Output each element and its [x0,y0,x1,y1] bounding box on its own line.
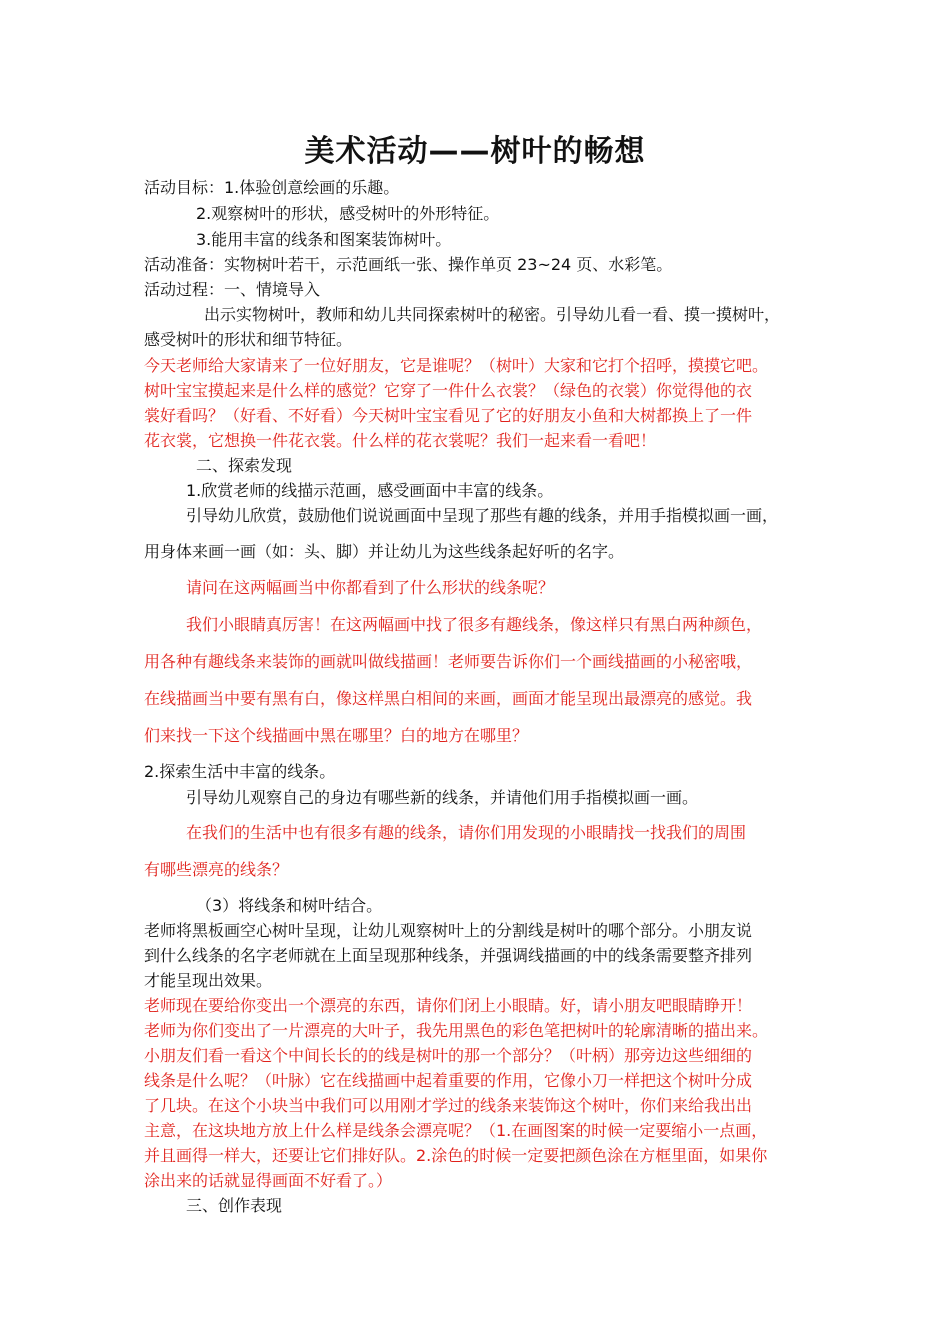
text-line: 活动过程：一、情境导入 [144,280,321,299]
text-line: 引导幼儿欣赏，鼓励他们说说画面中呈现了那些有趣的线条，并用手指模拟画一画， [186,506,779,525]
teacher-speech-line: 并且画得一样大，还要让它们排好队。2.涂色的时候一定要把颜色涂在方框里面，如果你 [144,1146,768,1165]
text-line: 才能呈现出效果。 [144,971,273,990]
teacher-speech-line: 裳好看吗？（好看、不好看）今天树叶宝宝看见了它的好朋友小鱼和大树都换上了一件 [144,406,753,425]
text-line: 活动目标：1.体验创意绘画的乐趣。 [144,178,400,197]
teacher-speech-line: 线条是什么呢？（叶脉）它在线描画中起着重要的作用，它像小刀一样把这个树叶分成 [144,1071,753,1090]
text-line: 3.能用丰富的线条和图案装饰树叶。 [196,230,452,249]
teacher-speech-line: 在线描画当中要有黑有白，像这样黑白相间的来画，画面才能呈现出最漂亮的感觉。我 [144,689,753,708]
text-line: 到什么线条的名字老师就在上面呈现那种线条，并强调线描画的中的线条需要整齐排列 [144,946,753,965]
teacher-speech-line: 在我们的生活中也有很多有趣的线条，请你们用发现的小眼睛找一找我们的周围 [186,823,747,842]
teacher-speech-line: 老师为你们变出了一片漂亮的大叶子，我先用黑色的彩色笔把树叶的轮廓清晰的描出来。 [144,1021,769,1040]
text-line: 2.观察树叶的形状，感受树叶的外形特征。 [196,204,500,223]
text-line: 活动准备：实物树叶若干，示范画纸一张、操作单页 23~24 页、水彩笔。 [144,255,673,274]
text-line: 老师将黑板画空心树叶呈现，让幼儿观察树叶上的分割线是树叶的哪个部分。小朋友说 [144,921,753,940]
section-heading: 二、探索发现 [196,456,293,475]
text-line: 用身体来画一画（如：头、脚）并让幼儿为这些线条起好听的名字。 [144,542,625,561]
text-line: 引导幼儿观察自己的身边有哪些新的线条，并请他们用手指模拟画一画。 [186,788,699,807]
teacher-speech-line: 有哪些漂亮的线条？ [144,860,289,879]
teacher-speech-line: 主意，在这块地方放上什么样是线条会漂亮呢？（1.在画图案的时候一定要缩小一点画， [144,1121,768,1140]
teacher-speech-line: 请问在这两幅画当中你都看到了什么形状的线条呢？ [186,578,555,597]
text-line: 出示实物树叶，教师和幼儿共同探索树叶的秘密。引导幼儿看一看、摸一摸树叶， [204,305,781,324]
text-line: （3）将线条和树叶结合。 [196,896,383,915]
teacher-speech-line: 小朋友们看一看这个中间长长的的线是树叶的那一个部分？（叶柄）那旁边这些细细的 [144,1046,753,1065]
teacher-speech-line: 老师现在要给你变出一个漂亮的东西，请你们闭上小眼睛。好，请小朋友吧眼睛睁开！ [144,996,753,1015]
teacher-speech-line: 了几块。在这个小块当中我们可以用刚才学过的线条来装饰这个树叶，你们来给我出出 [144,1096,753,1115]
teacher-speech-line: 涂出来的话就显得画面不好看了。） [144,1171,393,1190]
teacher-speech-line: 们来找一下这个线描画中黑在哪里？白的地方在哪里？ [144,726,529,745]
text-line: 2.探索生活中丰富的线条。 [144,762,336,781]
text-line: 感受树叶的形状和细节特征。 [144,330,353,349]
teacher-speech-line: 用各种有趣线条来装饰的画就叫做线描画！老师要告诉你们一个画线描画的小秘密哦， [144,652,753,671]
teacher-speech-line: 花衣裳，它想换一件花衣裳。什么样的花衣裳呢？我们一起来看一看吧！ [144,431,657,450]
teacher-speech-line: 今天老师给大家请来了一位好朋友，它是谁呢？（树叶）大家和它打个招呼，摸摸它吧。 [144,356,769,375]
teacher-speech-line: 我们小眼睛真厉害！在这两幅画中找了很多有趣线条，像这样只有黑白两种颜色， [186,615,763,634]
section-heading: 三、创作表现 [186,1196,283,1215]
text-line: 1.欣赏老师的线描示范画，感受画面中丰富的线条。 [186,481,554,500]
document-title: 美术活动——树叶的畅想 [304,134,646,169]
teacher-speech-line: 树叶宝宝摸起来是什么样的感觉？它穿了一件什么衣裳？（绿色的衣裳）你觉得他的衣 [144,381,753,400]
